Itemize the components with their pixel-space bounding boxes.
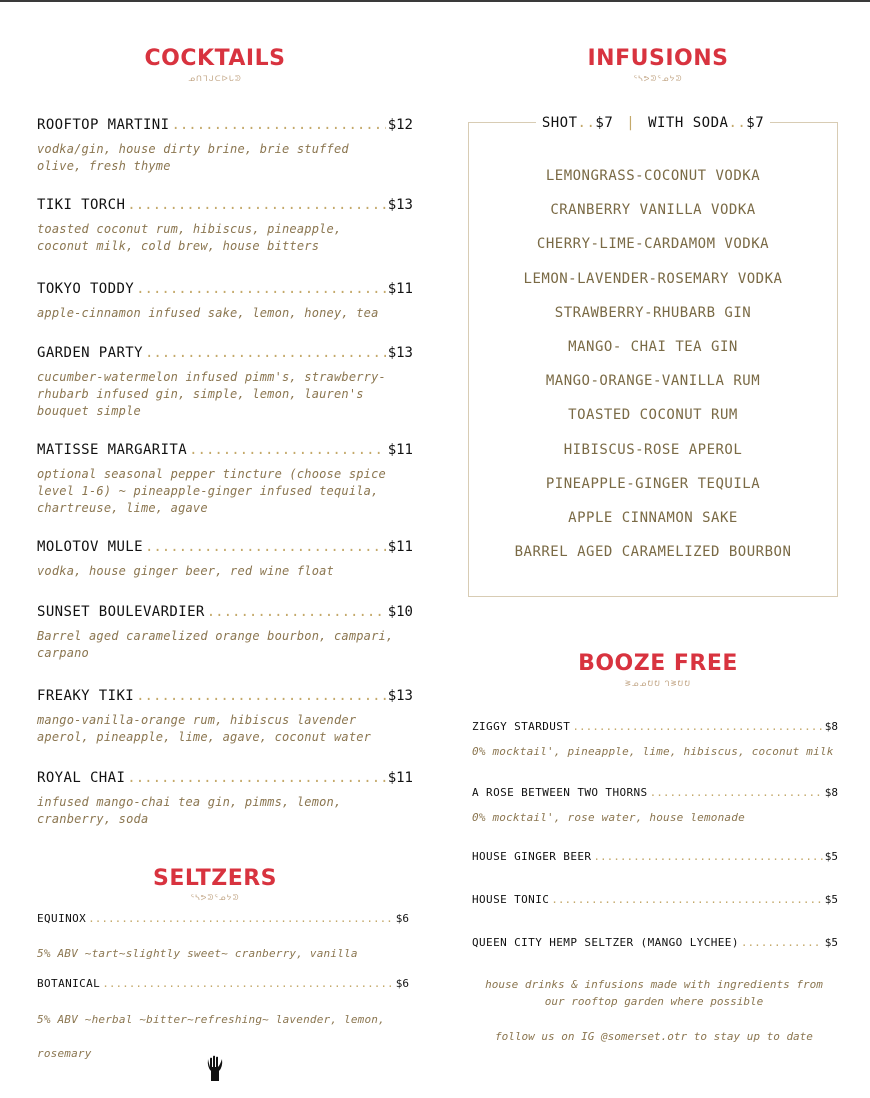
cocktail-name: FREAKY TIKI (37, 688, 135, 704)
cocktail-name: MOLOTOV MULE (37, 539, 143, 555)
dot-leader (593, 850, 822, 863)
cocktail-desc-line: aperol, pineapple, lime, agave, coconut water (37, 730, 372, 744)
cocktail-name: TIKI TORCH (37, 197, 126, 213)
cocktail-price: $12 (387, 117, 413, 133)
booze-free-desc: 0% mocktail', rose water, house lemonade (472, 811, 745, 824)
booze-free-item (472, 936, 838, 949)
dot-leader (207, 604, 386, 620)
booze-free-item (472, 720, 838, 733)
cocktail-price: $11 (387, 539, 413, 555)
infusion-item: CHERRY-LIME-CARDAMOM VODKA (536, 236, 770, 253)
cocktail-item (37, 770, 413, 786)
seltzer-item-equinox (37, 912, 409, 925)
booze-free-subtitle-glyphs: ᕒᓄᓄᕞᕞ ᒉᕒᕞᕞ (624, 679, 692, 688)
cocktail-price: $11 (387, 770, 413, 786)
dot-leader: .. (728, 115, 747, 131)
infusion-item: LEMONGRASS-COCONUT VODKA (545, 168, 761, 184)
seltzer-desc: 5% ABV ~tart~slightly sweet~ cranberry, vanilla (37, 947, 358, 960)
infusion-item: TOASTED COCONUT RUM (568, 407, 738, 424)
infusions-price-header (468, 112, 838, 131)
cocktail-item (37, 604, 413, 620)
cocktail-price: $11 (387, 281, 413, 297)
seltzer-price: $6 (395, 912, 409, 925)
dot-leader (551, 893, 823, 906)
booze-free-title: BOOZE FREE (578, 651, 738, 676)
cocktail-item (37, 442, 413, 458)
cocktail-item (37, 281, 413, 297)
booze-free-price: $8 (824, 786, 838, 799)
seltzers-title: SELTZERS (152, 866, 278, 891)
dot-leader (127, 770, 385, 786)
cocktail-desc-line: bouquet simple (37, 404, 141, 418)
dot-leader (136, 688, 386, 704)
dot-leader (572, 720, 822, 733)
seltzers-subtitle-glyphs: ᕐᓴᕗᕲᕐᓄᔭᕲ (190, 893, 240, 902)
shot-label: SHOT (541, 115, 578, 131)
cocktail-desc-line: infused mango-chai tea gin, pimms, lemon, (37, 795, 342, 809)
cocktail-desc-line: rhubarb infused gin, simple, lemon, lauren's (37, 387, 364, 401)
infusion-item: APPLE CINNAMON SAKE (568, 510, 738, 526)
cocktail-desc-line: chartreuse, lime, agave (37, 501, 208, 515)
dot-leader: .. (577, 115, 596, 131)
cocktail-name: GARDEN PARTY (37, 345, 143, 361)
dot-leader (127, 197, 385, 213)
infusion-item: LEMON-LAVENDER-ROSEMARY VODKA (523, 270, 783, 287)
infusion-item: MANGO-ORANGE-VANILLA RUM (545, 373, 761, 390)
dot-leader (88, 912, 394, 925)
infusion-item: MANGO- CHAI TEA GIN (568, 339, 738, 355)
dot-leader (171, 117, 385, 133)
cocktail-name: ROOFTOP MARTINI (37, 117, 170, 133)
dot-leader (145, 539, 386, 555)
soda-label: WITH SODA (648, 115, 729, 131)
seltzer-desc-cont: rosemary (37, 1047, 92, 1060)
cocktails-title: COCKTAILS (144, 46, 286, 71)
booze-free-name: QUEEN CITY HEMP SELTZER (MANGO LYCHEE) (472, 936, 739, 949)
booze-free-price: $5 (824, 850, 838, 863)
booze-free-item (472, 893, 838, 906)
infusions-title: INFUSIONS (587, 46, 729, 71)
cocktail-price: $13 (387, 197, 413, 213)
booze-free-item (472, 850, 838, 863)
booze-free-name: HOUSE GINGER BEER (472, 850, 592, 863)
seltzer-name: EQUINOX (37, 912, 87, 925)
booze-free-price: $5 (824, 936, 838, 949)
cocktail-item (37, 539, 413, 555)
booze-free-price: $5 (824, 893, 838, 906)
cocktail-desc-line: level 1-6) ~ pineapple-ginger infused tequila, (37, 484, 379, 498)
cocktail-item (37, 345, 413, 361)
cocktail-desc-line: cranberry, soda (37, 812, 149, 826)
cocktail-desc-line: Barrel aged caramelized orange bourbon, campari, (37, 629, 394, 643)
cocktail-item (37, 688, 413, 704)
cocktail-desc-line: coconut milk, cold brew, house bitters (37, 239, 320, 253)
cocktail-name: ROYAL CHAI (37, 770, 126, 786)
garden-note-line-2: our rooftop garden where possible (544, 995, 764, 1008)
cocktail-desc-line: toasted coconut rum, hibiscus, pineapple, (37, 222, 342, 236)
cocktails-subtitle-glyphs: ᓄᑎᒣᒍᑕᐅᒐᕲ (188, 74, 242, 83)
cocktail-desc-line: olive, fresh thyme (37, 159, 171, 173)
dot-leader (650, 786, 823, 799)
shot-price: $7 (595, 115, 614, 131)
booze-free-name: ZIGGY STARDUST (472, 720, 571, 733)
booze-free-price: $8 (824, 720, 838, 733)
infusion-item: HIBISCUS-ROSE APEROL (563, 441, 743, 458)
cocktail-price: $11 (387, 442, 413, 458)
seltzer-name: BOTANICAL (37, 977, 101, 990)
follow-note: follow us on IG @somerset.otr to stay up to date (495, 1030, 813, 1043)
dot-leader (145, 345, 386, 361)
cocktail-desc-line: mango-vanilla-orange rum, hibiscus lavender (37, 713, 357, 727)
infusion-item: BARREL AGED CARAMELIZED BOURBON (514, 544, 792, 561)
cocktail-price: $13 (387, 345, 413, 361)
cocktail-item (37, 197, 413, 213)
cocktail-name: MATISSE MARGARITA (37, 442, 188, 458)
garden-note-line-1: house drinks & infusions made with ingredients from (485, 978, 823, 991)
cocktail-desc-line: carpano (37, 646, 89, 660)
cocktail-desc-line: apple-cinnamon infused sake, lemon, honey, tea (37, 306, 379, 320)
cocktail-name: TOKYO TODDY (37, 281, 135, 297)
soda-price: $7 (746, 115, 765, 131)
booze-free-item (472, 786, 838, 799)
cocktail-price: $13 (387, 688, 413, 704)
cocktail-price: $10 (387, 604, 413, 620)
infusion-item: STRAWBERRY-RHUBARB GIN (554, 304, 752, 321)
cocktail-desc-line: vodka, house ginger beer, red wine float (37, 564, 334, 578)
price-divider: | (622, 115, 639, 131)
infusion-item: CRANBERRY VANILLA VODKA (550, 202, 756, 219)
cocktail-desc-line: cucumber-watermelon infused pimm's, strawberry- (37, 370, 386, 384)
dot-leader (136, 281, 386, 297)
infusions-subtitle-glyphs: ᕐᓴᕗᕲᕐᓄᔭᕲ (633, 74, 683, 83)
cocktail-name: SUNSET BOULEVARDIER (37, 604, 205, 620)
seltzer-item-botanical (37, 977, 409, 990)
cocktail-item (37, 117, 413, 133)
cocktail-desc-line: vodka/gin, house dirty brine, brie stuffed (37, 142, 349, 156)
infusion-item: PINEAPPLE-GINGER TEQUILA (545, 475, 761, 492)
cocktail-desc-line: optional seasonal pepper tincture (choose spice (37, 467, 386, 481)
dot-leader (741, 936, 823, 949)
seltzer-price: $6 (395, 977, 409, 990)
dot-leader (102, 977, 394, 990)
page-top-border (0, 0, 870, 2)
cactus-hand-icon (202, 1055, 228, 1083)
booze-free-name: A ROSE BETWEEN TWO THORNS (472, 786, 648, 799)
dot-leader (189, 442, 386, 458)
booze-free-desc: 0% mocktail', pineapple, lime, hibiscus, coconut milk (472, 745, 834, 758)
seltzer-desc: 5% ABV ~herbal ~bitter~refreshing~ lavender, lemon, (37, 1013, 385, 1026)
booze-free-name: HOUSE TONIC (472, 893, 550, 906)
